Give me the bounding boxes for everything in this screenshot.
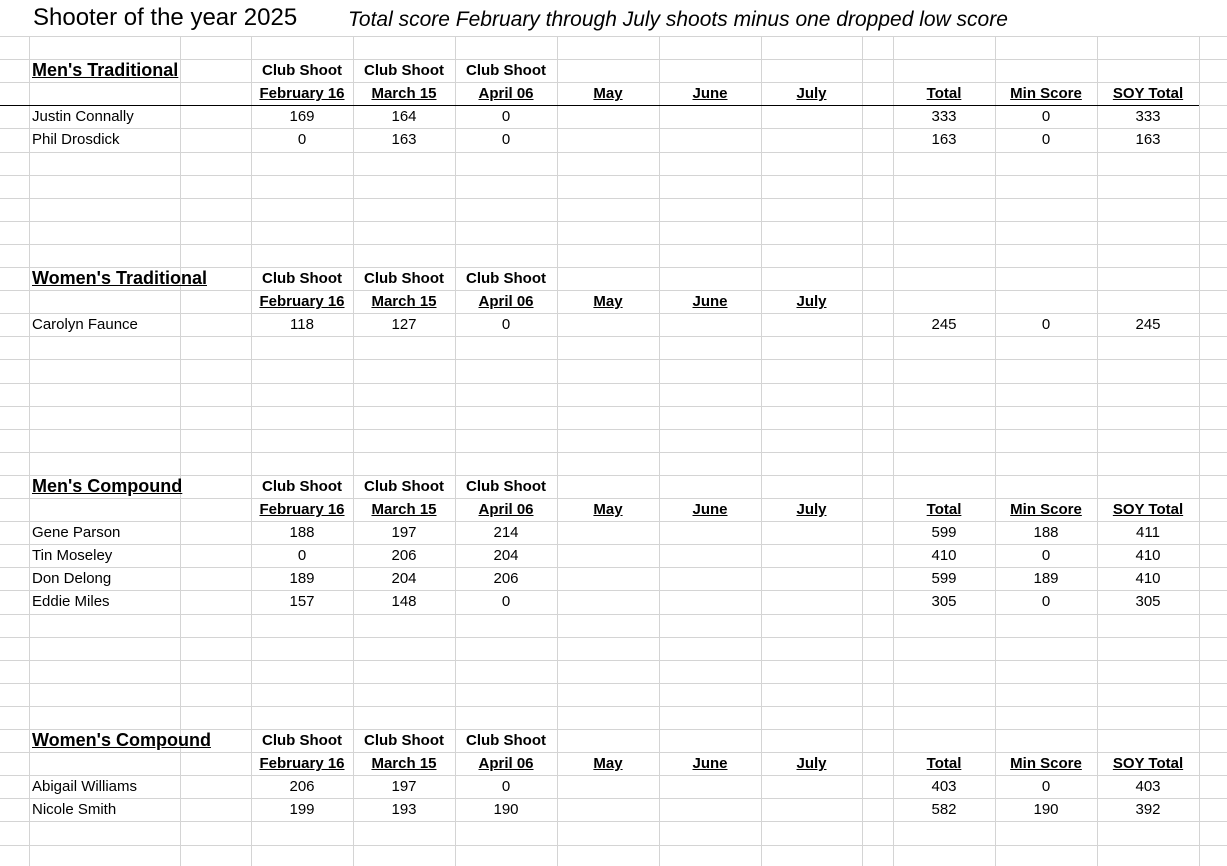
column-header-date[interactable]: February 16 xyxy=(259,501,345,518)
score-cell[interactable]: 197 xyxy=(391,778,417,796)
column-header-date[interactable]: Min Score xyxy=(1010,501,1082,518)
column-header-date[interactable] xyxy=(1097,290,1199,313)
score-cell[interactable]: 599 xyxy=(931,524,957,542)
sheet-title: Shooter of the year 2025 xyxy=(33,4,298,31)
column-header-label[interactable] xyxy=(557,475,659,498)
column-header-date[interactable]: May xyxy=(593,293,623,311)
column-header-date[interactable]: May xyxy=(593,501,623,518)
shooter-name[interactable]: Justin Connally xyxy=(32,108,134,126)
column-header-label[interactable]: Club Shoot xyxy=(364,62,444,80)
score-cell[interactable] xyxy=(557,775,659,798)
column-header-date[interactable]: SOY Total xyxy=(1112,501,1184,518)
score-cell[interactable]: 163 xyxy=(391,131,417,149)
score-cell[interactable]: 188 xyxy=(1033,524,1059,542)
score-cell[interactable] xyxy=(761,521,862,544)
column-header-date[interactable]: April 06 xyxy=(478,501,534,518)
score-cell[interactable] xyxy=(557,567,659,590)
score-cell[interactable] xyxy=(761,567,862,590)
score-cell[interactable]: 118 xyxy=(290,316,314,334)
score-cell[interactable]: 0 xyxy=(1041,131,1051,149)
score-cell[interactable]: 199 xyxy=(289,801,315,819)
column-header-date[interactable] xyxy=(893,290,995,313)
column-header-label[interactable] xyxy=(557,59,659,82)
score-cell[interactable]: 163 xyxy=(931,131,957,149)
column-header-date[interactable]: July xyxy=(796,293,827,311)
column-header-label[interactable] xyxy=(1097,267,1199,290)
column-header-label[interactable]: Club Shoot xyxy=(466,732,546,749)
score-cell[interactable]: 190 xyxy=(493,801,519,819)
column-header-date[interactable]: April 06 xyxy=(478,293,534,311)
score-cell[interactable]: 0 xyxy=(501,131,511,149)
score-cell[interactable] xyxy=(761,544,862,567)
column-header-date[interactable]: Total xyxy=(926,755,962,773)
score-cell[interactable] xyxy=(761,590,862,613)
score-cell[interactable]: 0 xyxy=(1041,547,1051,565)
column-header-label[interactable]: Club Shoot xyxy=(364,477,444,495)
column-header-label[interactable] xyxy=(995,267,1097,290)
score-cell[interactable] xyxy=(659,521,761,544)
column-header-date[interactable]: February 16 xyxy=(259,293,345,311)
score-cell[interactable]: 0 xyxy=(297,131,307,149)
score-cell[interactable] xyxy=(761,775,862,798)
column-header-label[interactable]: Club Shoot xyxy=(466,477,546,495)
column-header-label[interactable] xyxy=(761,475,862,498)
score-cell[interactable] xyxy=(557,313,659,336)
column-header-date[interactable]: April 06 xyxy=(478,85,534,103)
column-header-label[interactable]: Club Shoot xyxy=(262,477,342,495)
score-cell[interactable]: 204 xyxy=(493,547,519,565)
score-cell[interactable]: 392 xyxy=(1135,801,1161,819)
shooter-name[interactable]: Eddie Miles xyxy=(32,593,110,611)
column-header-label[interactable]: Club Shoot xyxy=(262,270,342,287)
score-cell[interactable]: 0 xyxy=(1041,316,1051,334)
score-cell[interactable] xyxy=(659,567,761,590)
column-header-label[interactable] xyxy=(1097,729,1199,752)
score-cell[interactable]: 189 xyxy=(1033,570,1059,588)
score-cell[interactable]: 188 xyxy=(289,524,315,542)
score-cell[interactable]: 245 xyxy=(1135,316,1161,334)
score-cell[interactable]: 0 xyxy=(1041,108,1051,126)
score-cell[interactable] xyxy=(659,590,761,613)
score-cell[interactable] xyxy=(557,105,659,128)
column-header-date[interactable]: February 16 xyxy=(259,85,345,103)
column-header-date[interactable]: June xyxy=(692,85,728,103)
score-cell[interactable] xyxy=(557,544,659,567)
score-cell[interactable]: 403 xyxy=(1135,778,1161,796)
score-cell[interactable] xyxy=(761,128,862,151)
score-cell[interactable] xyxy=(761,105,862,128)
score-cell[interactable]: 169 xyxy=(289,108,315,126)
score-cell[interactable] xyxy=(557,521,659,544)
score-cell[interactable]: 190 xyxy=(1033,801,1059,819)
column-header-date[interactable]: July xyxy=(796,85,827,103)
column-header-date[interactable]: March 15 xyxy=(371,85,437,103)
column-header-label[interactable] xyxy=(761,267,862,290)
column-header-date[interactable]: June xyxy=(692,293,728,311)
section-title[interactable]: Men's Traditional xyxy=(32,60,179,81)
column-header-label[interactable] xyxy=(893,475,995,498)
column-header-label[interactable]: Club Shoot xyxy=(364,270,444,287)
score-cell[interactable]: 599 xyxy=(931,570,957,588)
score-cell[interactable]: 204 xyxy=(391,570,417,588)
shooter-name[interactable]: Gene Parson xyxy=(32,524,121,542)
column-header-date[interactable]: June xyxy=(692,501,728,518)
column-header-label[interactable]: Club Shoot xyxy=(466,270,546,287)
column-header-date[interactable]: Min Score xyxy=(1010,755,1082,773)
score-cell[interactable] xyxy=(557,590,659,613)
score-cell[interactable] xyxy=(659,105,761,128)
shooter-name[interactable]: Carolyn Faunce xyxy=(32,316,138,334)
column-header-label[interactable] xyxy=(995,729,1097,752)
score-cell[interactable]: 206 xyxy=(391,547,417,565)
column-header-date[interactable]: SOY Total xyxy=(1112,85,1184,103)
column-header-date[interactable]: April 06 xyxy=(478,755,534,773)
score-cell[interactable] xyxy=(659,798,761,821)
column-header-label[interactable] xyxy=(659,59,761,82)
score-cell[interactable]: 410 xyxy=(931,547,957,565)
score-cell[interactable]: 0 xyxy=(501,108,511,126)
column-header-date[interactable]: May xyxy=(593,85,623,103)
column-header-label[interactable] xyxy=(659,267,761,290)
column-header-date[interactable] xyxy=(995,290,1097,313)
score-cell[interactable]: 333 xyxy=(1135,108,1161,126)
score-cell[interactable] xyxy=(557,128,659,151)
column-header-label[interactable]: Club Shoot xyxy=(466,62,546,80)
column-header-label[interactable] xyxy=(995,59,1097,82)
column-header-date[interactable]: February 16 xyxy=(259,755,345,773)
column-header-date[interactable]: SOY Total xyxy=(1112,755,1184,773)
score-cell[interactable]: 0 xyxy=(501,778,511,796)
shooter-name[interactable]: Don Delong xyxy=(32,570,112,588)
score-cell[interactable]: 0 xyxy=(1041,593,1051,611)
score-cell[interactable]: 206 xyxy=(493,570,519,588)
score-cell[interactable]: 206 xyxy=(289,778,315,796)
score-cell[interactable]: 333 xyxy=(931,108,957,126)
shooter-name[interactable]: Tin Moseley xyxy=(32,547,113,565)
column-header-date[interactable]: May xyxy=(593,755,623,773)
score-cell[interactable]: 403 xyxy=(931,778,957,796)
score-cell[interactable] xyxy=(659,128,761,151)
column-header-label[interactable]: Club Shoot xyxy=(262,62,342,80)
column-header-date[interactable]: March 15 xyxy=(371,293,437,311)
column-header-date[interactable]: Total xyxy=(926,85,962,103)
column-header-date[interactable]: July xyxy=(796,501,827,518)
section-title[interactable]: Women's Compound xyxy=(32,730,211,750)
column-header-label[interactable] xyxy=(761,59,862,82)
score-cell[interactable] xyxy=(659,313,761,336)
column-header-date[interactable]: Total xyxy=(926,501,962,518)
column-header-label[interactable]: Club Shoot xyxy=(364,732,444,749)
score-cell[interactable]: 0 xyxy=(501,316,511,334)
score-cell[interactable]: 148 xyxy=(391,593,417,611)
column-header-label[interactable] xyxy=(761,729,862,752)
column-header-date[interactable]: March 15 xyxy=(371,501,437,518)
column-header-date[interactable]: July xyxy=(796,755,827,773)
score-cell[interactable]: 305 xyxy=(1135,593,1161,611)
score-cell[interactable]: 410 xyxy=(1135,547,1161,565)
score-cell[interactable]: 197 xyxy=(391,524,417,542)
column-header-label[interactable] xyxy=(1097,59,1199,82)
column-header-date[interactable]: June xyxy=(692,755,728,773)
score-cell[interactable]: 163 xyxy=(1135,131,1161,149)
score-cell[interactable]: 0 xyxy=(1041,778,1051,796)
column-header-label[interactable] xyxy=(659,729,761,752)
score-cell[interactable]: 157 xyxy=(289,593,315,611)
sheet-subtitle: Total score February through July shoots minus one dropped low score xyxy=(348,8,1008,31)
section-title[interactable]: Men's Compound xyxy=(32,475,183,496)
score-cell[interactable]: 411 xyxy=(1136,524,1160,542)
column-header-date[interactable]: March 15 xyxy=(371,755,437,773)
column-header-label[interactable] xyxy=(893,267,995,290)
column-header-label[interactable] xyxy=(557,267,659,290)
score-cell[interactable]: 193 xyxy=(391,801,417,819)
score-cell[interactable]: 245 xyxy=(931,316,957,334)
shooter-name[interactable]: Abigail Williams xyxy=(32,778,138,796)
score-cell[interactable]: 127 xyxy=(391,316,417,334)
score-cell[interactable]: 164 xyxy=(391,108,417,126)
column-header-date[interactable]: Min Score xyxy=(1010,85,1082,103)
score-cell[interactable] xyxy=(761,798,862,821)
score-cell[interactable]: 582 xyxy=(931,801,957,819)
column-header-label[interactable] xyxy=(659,475,761,498)
column-header-label[interactable] xyxy=(893,59,995,82)
score-cell[interactable]: 305 xyxy=(931,593,957,611)
score-cell[interactable]: 189 xyxy=(289,570,315,588)
score-cell[interactable] xyxy=(761,313,862,336)
score-cell[interactable] xyxy=(557,798,659,821)
score-cell[interactable] xyxy=(659,544,761,567)
score-cell[interactable]: 214 xyxy=(493,524,519,542)
score-cell[interactable]: 0 xyxy=(501,593,511,611)
section-title[interactable]: Women's Traditional xyxy=(32,268,207,288)
shooter-name[interactable]: Phil Drosdick xyxy=(32,131,120,149)
column-header-label[interactable] xyxy=(995,475,1097,498)
score-cell[interactable] xyxy=(659,775,761,798)
score-cell[interactable]: 410 xyxy=(1135,570,1161,588)
column-header-label[interactable] xyxy=(893,729,995,752)
score-cell[interactable]: 0 xyxy=(297,547,307,565)
column-header-label[interactable] xyxy=(557,729,659,752)
column-header-label[interactable] xyxy=(1097,475,1199,498)
shooter-name[interactable]: Nicole Smith xyxy=(32,801,117,819)
column-header-label[interactable]: Club Shoot xyxy=(262,732,342,749)
